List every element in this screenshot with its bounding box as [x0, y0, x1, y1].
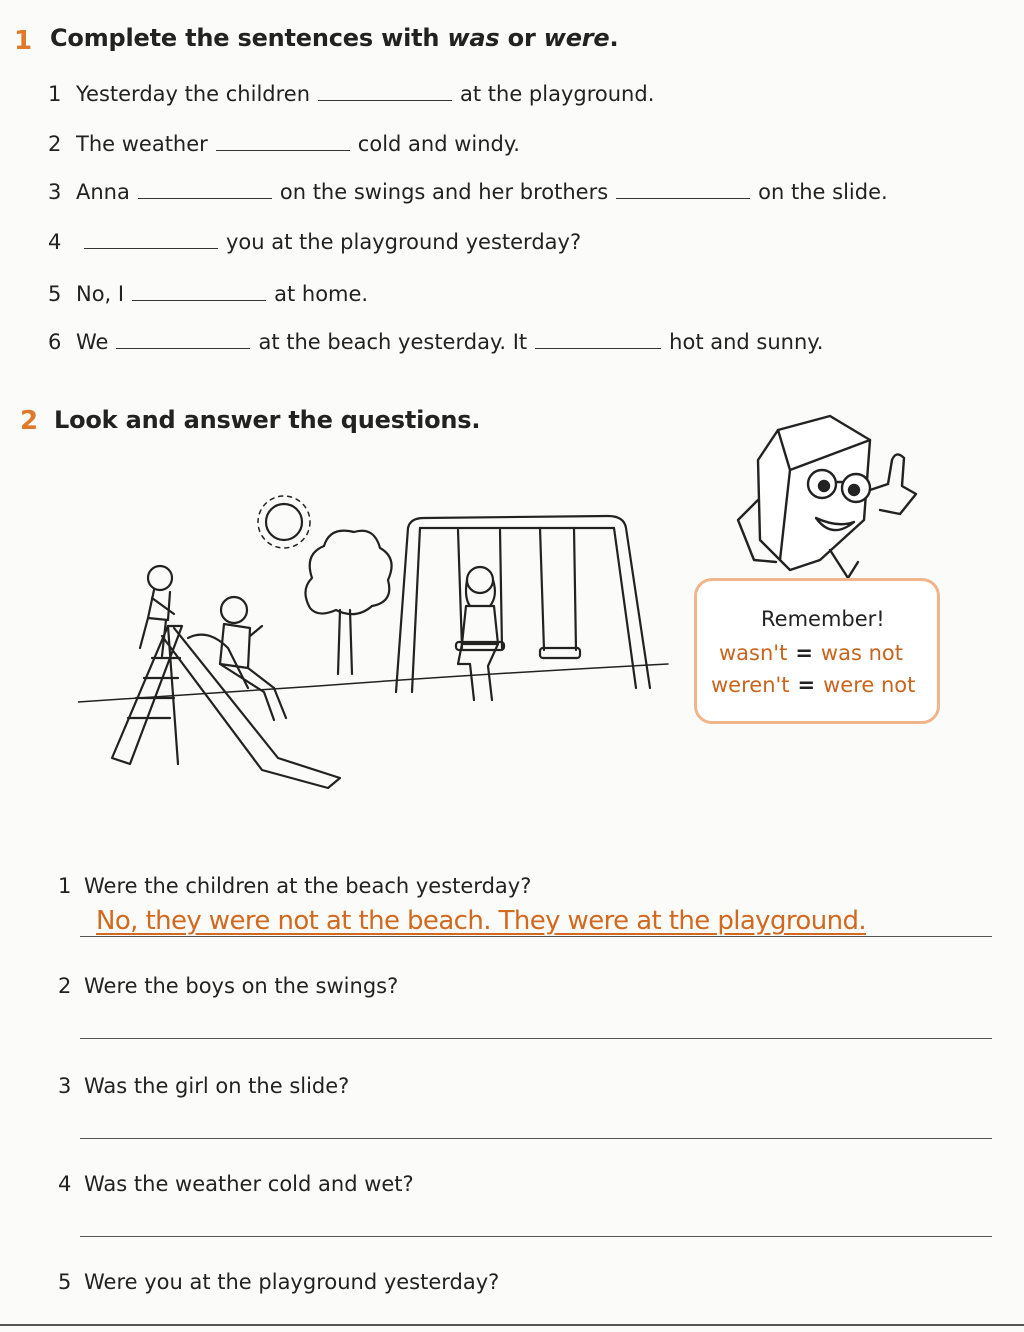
answer-line-4[interactable]	[80, 1236, 992, 1237]
full-form: was not	[820, 641, 903, 665]
remember-row-wasnt	[719, 641, 903, 665]
sentence-number: 4	[48, 230, 62, 254]
answer-blank[interactable]	[132, 299, 266, 301]
sentence-text: you at the playground yesterday?	[226, 230, 582, 254]
sentence-2	[48, 132, 520, 156]
remember-box	[694, 578, 940, 724]
question-3	[58, 1074, 349, 1098]
title-was: was	[447, 24, 500, 52]
question-number: 2	[58, 974, 72, 998]
question-number: 1	[58, 874, 72, 898]
sentence-text: No, I	[76, 282, 125, 306]
answer-line-2[interactable]	[80, 1038, 992, 1039]
title-were: were	[543, 24, 610, 52]
title-or: or	[499, 24, 544, 52]
answer-blank[interactable]	[116, 347, 250, 349]
question-text: Were the boys on the swings?	[84, 974, 399, 998]
sentence-5	[48, 282, 368, 306]
answer-blank[interactable]	[535, 347, 661, 349]
contraction: wasn't	[719, 641, 788, 665]
sentence-text: hot and sunny.	[669, 330, 824, 354]
sentence-1	[48, 82, 654, 106]
page-bottom-rule	[0, 1324, 1024, 1326]
playground-scene	[78, 488, 678, 808]
slide-icon	[112, 626, 340, 788]
answer-example: No, they were not at the beach. They were at the playground.	[96, 906, 867, 936]
sentence-text: at the playground.	[460, 82, 655, 106]
sentence-text: The weather	[76, 132, 208, 156]
question-number: 4	[58, 1172, 72, 1196]
sun-icon	[258, 496, 310, 548]
question-1	[58, 874, 531, 898]
question-text: Was the weather cold and wet?	[84, 1172, 414, 1196]
tree-icon	[305, 531, 391, 674]
boy-figure-icon	[220, 597, 286, 720]
sentence-text: cold and windy.	[357, 132, 520, 156]
title-end: .	[609, 24, 619, 52]
sentence-number: 3	[48, 180, 62, 204]
mascot-character-icon	[720, 410, 950, 580]
answer-blank[interactable]	[216, 149, 350, 151]
sentence-text: on the swings and her brothers	[279, 180, 609, 204]
answer-blank[interactable]	[616, 197, 750, 199]
equals-sign: =	[795, 641, 813, 665]
question-text: Was the girl on the slide?	[84, 1074, 350, 1098]
title-text: Complete the sentences with	[50, 24, 448, 52]
answer-blank[interactable]	[84, 247, 218, 249]
contraction: weren't	[711, 673, 790, 697]
question-4	[58, 1172, 414, 1196]
sentence-text: at the beach yesterday. It	[258, 330, 528, 354]
exercise-2-number: 2	[20, 406, 39, 436]
answer-blank[interactable]	[318, 99, 452, 101]
sentence-text: at home.	[274, 282, 369, 306]
full-form: were not	[823, 673, 916, 697]
sentence-number: 2	[48, 132, 62, 156]
question-text: Were the children at the beach yesterday?	[84, 874, 532, 898]
sentence-text: on the slide.	[758, 180, 888, 204]
sentence-text: Anna	[76, 180, 130, 204]
girl-figure-icon	[456, 567, 504, 700]
answer-blank[interactable]	[138, 197, 272, 199]
exercise-1-title	[50, 24, 618, 52]
sentence-number: 5	[48, 282, 62, 306]
exercise-1-number: 1	[14, 26, 33, 56]
question-5	[58, 1270, 499, 1294]
sentence-number: 1	[48, 82, 62, 106]
question-number: 3	[58, 1074, 72, 1098]
sentence-text: We	[76, 330, 109, 354]
remember-row-werent	[711, 673, 915, 697]
answer-line-3[interactable]	[80, 1138, 992, 1139]
sentence-6	[48, 330, 823, 354]
sentence-4	[48, 230, 581, 254]
equals-sign: =	[797, 673, 816, 697]
question-2	[58, 974, 398, 998]
question-number: 5	[58, 1270, 72, 1294]
sentence-3	[48, 180, 888, 204]
sentence-text: Yesterday the children	[76, 82, 311, 106]
answer-line-1[interactable]	[80, 936, 992, 937]
exercise-2-title: Look and answer the questions.	[54, 406, 481, 434]
question-text: Were you at the playground yesterday?	[84, 1270, 500, 1294]
sentence-number: 6	[48, 330, 62, 354]
remember-title: Remember!	[761, 607, 885, 631]
